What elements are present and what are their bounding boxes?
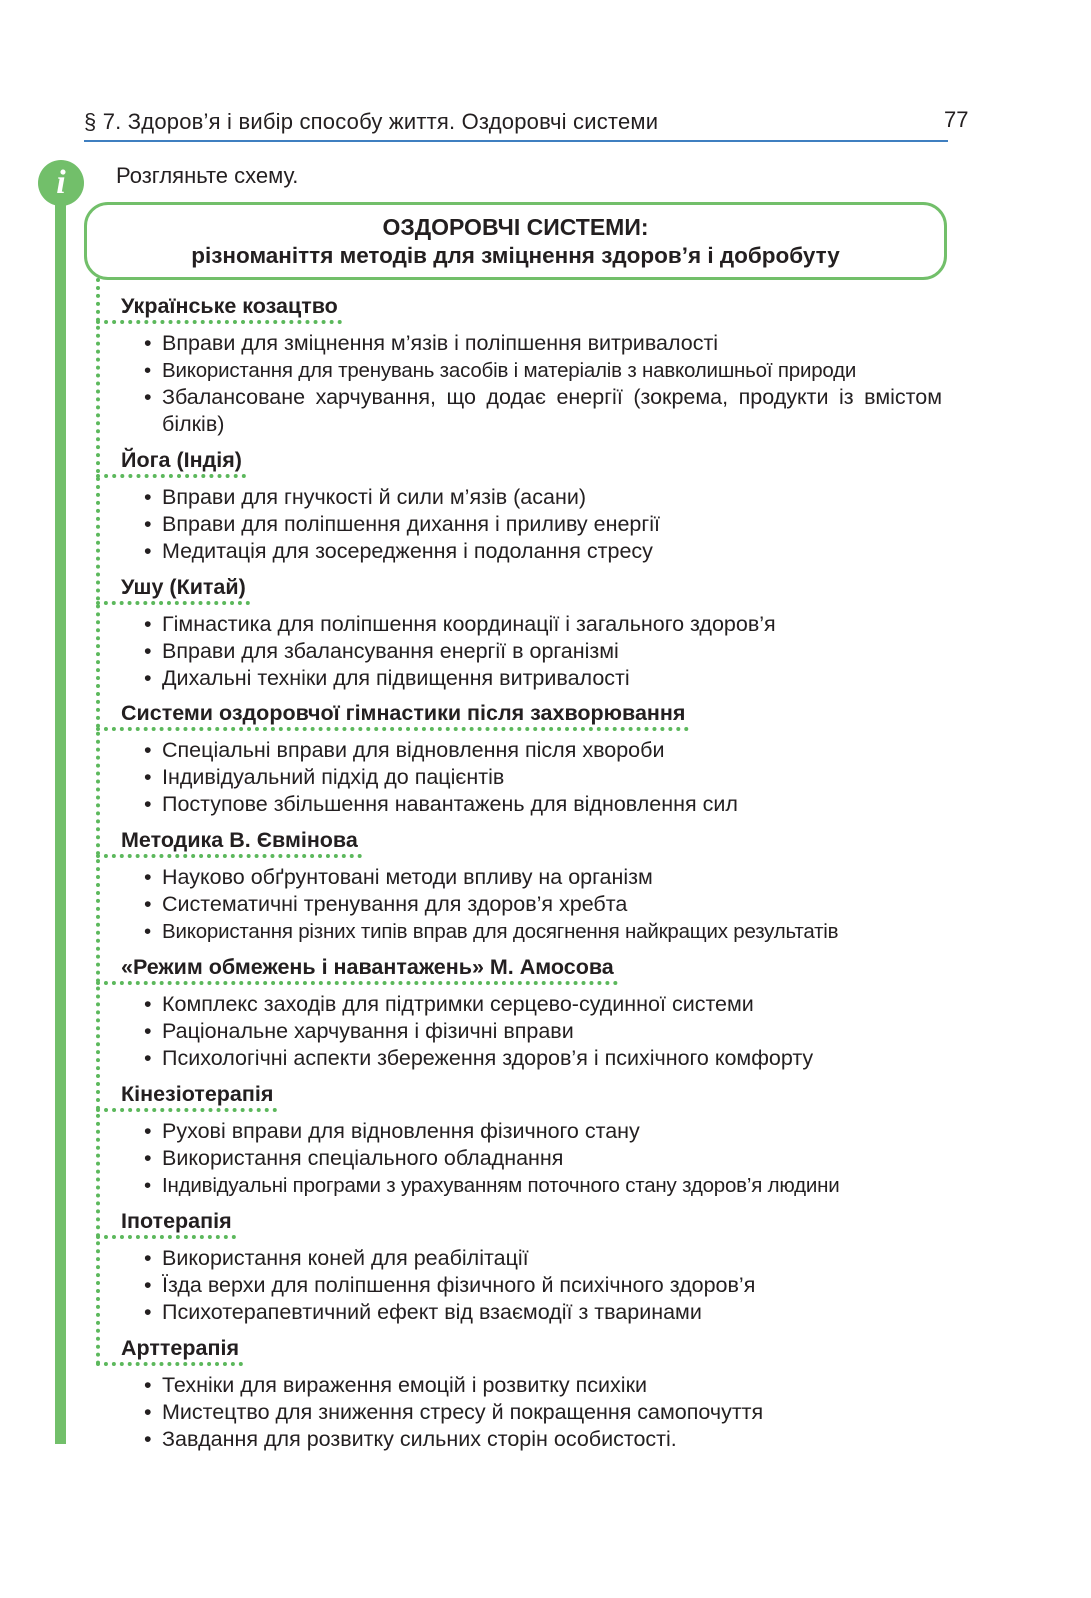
- scheme-section: [96, 699, 942, 818]
- section-list: [96, 611, 942, 692]
- scheme-header-box: [84, 202, 947, 280]
- list-item: • Раціональне харчування і фізичні вправи: [142, 1018, 942, 1045]
- list-item: • Медитація для зосередження і подолання стресу: [142, 538, 942, 565]
- info-icon: i: [38, 160, 84, 206]
- list-item: • Поступове збільшення навантажень для відновлення сил: [142, 791, 942, 818]
- list-item: • Науково обґрунтовані методи впливу на організм: [142, 864, 942, 891]
- section-list: [96, 330, 942, 438]
- section-title: «Режим обмежень і навантажень» М. Амосова: [121, 955, 614, 979]
- list-item: • Рухові вправи для відновлення фізичного стану: [142, 1118, 942, 1145]
- list-item: • Вправи для збалансування енергії в організмі: [142, 638, 942, 665]
- list-item: • Психологічні аспекти збереження здоров’я і психічного комфорту: [142, 1045, 942, 1072]
- section-title-underline: [96, 1334, 243, 1366]
- list-item: • Використання коней для реабілітації: [142, 1245, 942, 1272]
- list-item: • Збалансоване харчування, що додає енергії (зокрема, продукти із вмістом білків): [142, 384, 942, 438]
- list-item: • Їзда верхи для поліпшення фізичного й психічного здоров’я: [142, 1272, 942, 1299]
- list-item: • Індивідуальні програми з урахуванням поточного стану здоров’я людини: [142, 1172, 942, 1199]
- list-item: • Техніки для вираження емоцій і розвитку психіки: [142, 1372, 942, 1399]
- scheme-title: ОЗДОРОВЧІ СИСТЕМИ:: [382, 214, 649, 240]
- section-title: Йога (Індія): [121, 448, 242, 472]
- list-item: • Дихальні техніки для підвищення витривалості: [142, 665, 942, 692]
- intro-text: Розгляньте схему.: [116, 163, 299, 188]
- scheme-subtitle: різноманіття методів для зміцнення здоров’я і добробуту: [191, 243, 840, 268]
- section-title-underline: [96, 953, 618, 985]
- scheme-section: [96, 446, 942, 565]
- info-side-bar: [55, 192, 66, 1444]
- list-item: • Завдання для розвитку сильних сторін особистості.: [142, 1426, 942, 1453]
- list-item: • Використання для тренувань засобів і матеріалів з навколишньої природи: [142, 357, 942, 384]
- section-title: Системи оздоровчої гімнастики після захворювання: [121, 701, 686, 725]
- section-title: Методика В. Євмінова: [121, 828, 358, 852]
- scheme-section: [96, 1207, 942, 1326]
- scheme-section: [96, 1080, 942, 1199]
- section-title-underline: [96, 699, 689, 731]
- section-title-underline: [96, 292, 342, 324]
- section-title: Кінезіотерапія: [121, 1082, 274, 1106]
- section-list: [96, 737, 942, 818]
- list-item: • Мистецтво для зниження стресу й покращення самопочуття: [142, 1399, 942, 1426]
- section-title-underline: [96, 1080, 277, 1112]
- scheme-section: [96, 953, 942, 1072]
- section-title-underline: [96, 573, 250, 605]
- scheme-section: [96, 826, 942, 945]
- section-list: [96, 864, 942, 945]
- section-title-underline: [96, 826, 362, 858]
- section-list: [96, 1245, 942, 1326]
- list-item: • Використання спеціального обладнання: [142, 1145, 942, 1172]
- section-title: Арттерапія: [121, 1336, 239, 1360]
- section-list: [96, 991, 942, 1072]
- running-header-title: § 7. Здоров’я і вибір способу життя. Оздоровчі системи: [84, 109, 659, 134]
- list-item: • Систематичні тренування для здоров’я хребта: [142, 891, 942, 918]
- list-item: • Вправи для гнучкості й сили м’язів (асани): [142, 484, 942, 511]
- section-title: Іпотерапія: [121, 1209, 232, 1233]
- list-item: • Індивідуальний підхід до пацієнтів: [142, 764, 942, 791]
- list-item: • Використання різних типів вправ для досягнення найкращих результатів: [142, 918, 942, 945]
- list-item: • Психотерапевтичний ефект від взаємодії з тваринами: [142, 1299, 942, 1326]
- section-title-underline: [96, 1207, 236, 1239]
- section-title: Ушу (Китай): [121, 575, 246, 599]
- section-list: [96, 1118, 942, 1199]
- list-item: • Вправи для поліпшення дихання і приливу енергії: [142, 511, 942, 538]
- section-list: [96, 1372, 942, 1453]
- scheme-section: [96, 292, 942, 438]
- list-item: • Спеціальні вправи для відновлення після хвороби: [142, 737, 942, 764]
- scheme-section: [96, 1334, 942, 1453]
- scheme-section: [96, 573, 942, 692]
- list-item: • Комплекс заходів для підтримки серцево-судинної системи: [142, 991, 942, 1018]
- page-number: 77: [944, 107, 969, 132]
- scheme-dotted-connector: [96, 278, 100, 1366]
- list-item: • Вправи для зміцнення м’язів і поліпшення витривалості: [142, 330, 942, 357]
- running-header: [84, 104, 948, 142]
- list-item: • Гімнастика для поліпшення координації і загального здоров’я: [142, 611, 942, 638]
- section-list: [96, 484, 942, 565]
- section-title-underline: [96, 446, 246, 478]
- section-title: Українське козацтво: [121, 294, 338, 318]
